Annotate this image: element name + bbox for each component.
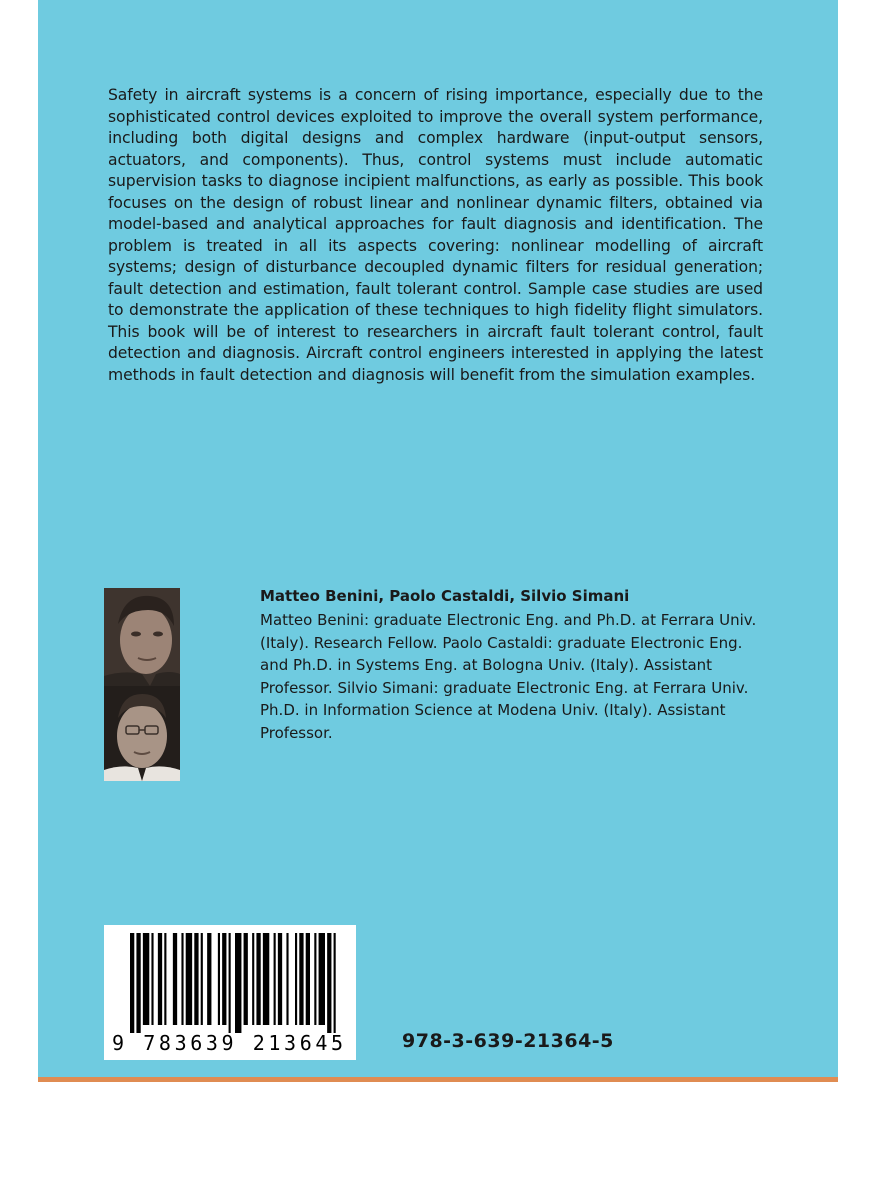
book-description: Safety in aircraft systems is a concern of rising importance, especially due to the sophisticated control devices exploited to improve the overall system performance, including both digital designs and complex hardware (input-output sensors, actuators, and components). Thus, control systems must include automatic supervision tasks to diagnose incipient malfunctions, as early as possible. This book focuses on the design of robust linear and nonlinear dynamic filters, obtained via model-based and analytical approaches for fault diagnosis and identification. The problem is treated in all its aspects covering: nonlinear modelling of aircraft systems; design of disturbance decoupled dynamic filters for residual generation; fault detection and estimation, fault tolerant control. Sample case studies are used to demonstrate the application of these techniques to high fidelity flight simulators. This book will be of interest to researchers in aircraft fault tolerant control, fault detection and diagnosis. Aircraft control engineers interested in applying the latest methods in fault detection and diagnosis will benefit from the simulation examples. <box>108 86 763 384</box>
barcode-bars-icon <box>130 933 340 1033</box>
author-info <box>260 585 780 744</box>
author-biography: Matteo Benini: graduate Electronic Eng. and Ph.D. at Ferrara Univ. (Italy). Research Fellow. Paolo Castaldi: graduate Electronic Eng. and Ph.D. in Systems Eng. at Bologna Univ. (Italy). Assistant Professor. Silvio Simani: graduate Electronic Eng. at Ferrara Univ. Ph.D. in Information Science at Modena Univ. (Italy). Assistant Professor. <box>260 611 757 742</box>
isbn-number: 978-3-639-21364-5 <box>402 1030 614 1052</box>
author-names: Matteo Benini, Paolo Castaldi, Silvio Simani <box>260 587 630 605</box>
author-photo-2 <box>104 686 180 781</box>
author-photo-1 <box>104 588 180 686</box>
barcode-digits: 9 783639 213645 <box>112 1031 347 1055</box>
author-portrait-2-image <box>104 686 180 781</box>
bottom-accent-stripe <box>38 1077 838 1082</box>
author-portrait-1-image <box>104 588 180 686</box>
isbn-barcode <box>104 925 356 1060</box>
